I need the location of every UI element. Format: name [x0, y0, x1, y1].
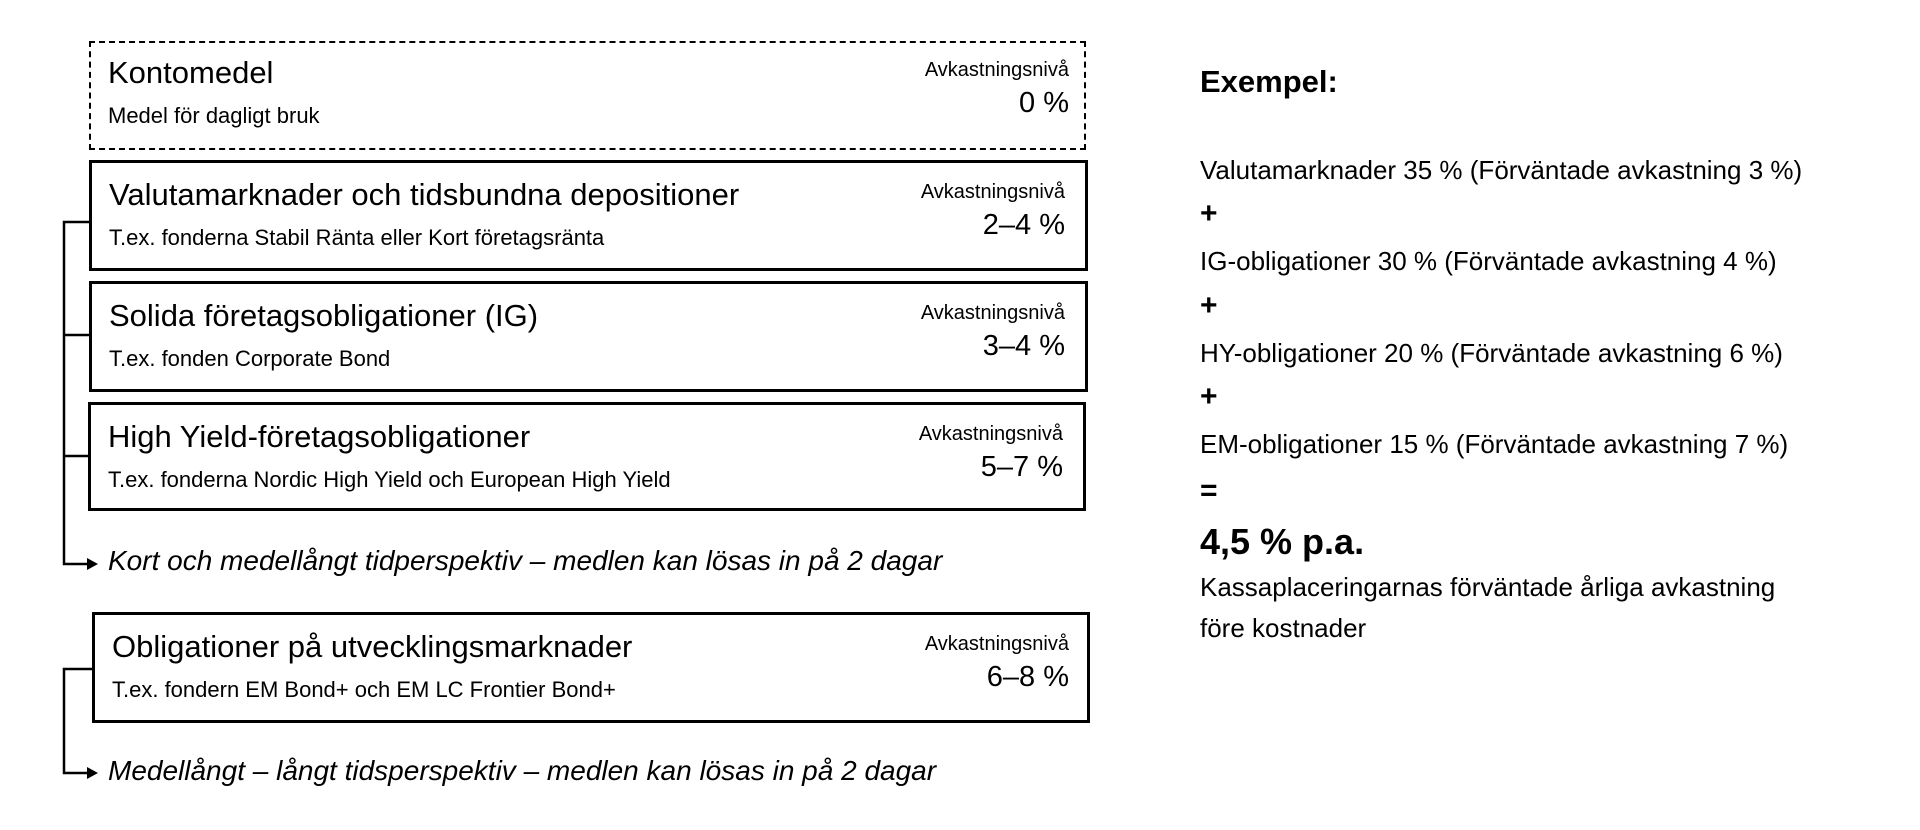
- arrow-head-short-medium: [87, 558, 98, 570]
- plus-sign: +: [1200, 197, 1218, 230]
- category-title: Kontomedel: [108, 55, 274, 90]
- example-line-fx: Valutamarknader 35 % (Förväntade avkastning 3 %): [1200, 155, 1803, 185]
- return-level-value: 5–7 %: [980, 451, 1063, 483]
- category-subtitle: T.ex. fondern EM Bond+ och EM LC Frontier Bond+: [112, 677, 616, 702]
- example-line-hy: HY-obligationer 20 % (Förväntade avkastning 6 %): [1200, 338, 1783, 368]
- bracket-line-medium-long: [64, 669, 92, 773]
- category-subtitle: T.ex. fonden Corporate Bond: [109, 346, 391, 371]
- category-title: High Yield-företagsobligationer: [108, 419, 531, 454]
- category-title: Solida företagsobligationer (IG): [109, 298, 539, 333]
- return-level-value: 0 %: [1019, 87, 1069, 119]
- example-result: 4,5 % p.a.: [1200, 521, 1365, 562]
- return-level-label: Avkastningsnivå: [920, 302, 1065, 324]
- category-subtitle: T.ex. fonderna Nordic High Yield och European High Yield: [108, 467, 671, 492]
- return-level-label: Avkastningsnivå: [918, 423, 1063, 445]
- example-line-ig: IG-obligationer 30 % (Förväntade avkastning 4 %): [1200, 246, 1777, 276]
- return-level-label: Avkastningsnivå: [924, 633, 1069, 655]
- category-title: Valutamarknader och tidsbundna depositioner: [109, 177, 740, 212]
- example-result-description-line2: före kostnader: [1200, 613, 1367, 643]
- plus-sign: +: [1200, 289, 1218, 322]
- return-level-value: 6–8 %: [986, 661, 1069, 693]
- return-level-label: Avkastningsnivå: [920, 181, 1065, 203]
- category-subtitle: T.ex. fonderna Stabil Ränta eller Kort företagsränta: [109, 225, 605, 250]
- equals-sign: =: [1200, 474, 1218, 507]
- return-level-value: 2–4 %: [982, 209, 1065, 241]
- example-line-em: EM-obligationer 15 % (Förväntade avkastning 7 %): [1200, 429, 1789, 459]
- bracket-line-short-medium: [64, 222, 90, 564]
- category-title: Obligationer på utvecklingsmarknader: [112, 629, 633, 664]
- arrow-head-medium-long: [87, 767, 98, 779]
- category-subtitle: Medel för dagligt bruk: [108, 103, 320, 128]
- return-level-value: 3–4 %: [982, 330, 1065, 362]
- return-level-label: Avkastningsnivå: [924, 59, 1069, 81]
- example-heading: Exempel:: [1200, 64, 1338, 99]
- note-medium-long-horizon: Medellångt – långt tidsperspektiv – medlen kan lösas in på 2 dagar: [108, 755, 937, 786]
- example-result-description-line1: Kassaplaceringarnas förväntade årliga avkastning: [1200, 572, 1776, 602]
- plus-sign: +: [1200, 380, 1218, 413]
- note-short-medium-horizon: Kort och medellångt tidperspektiv – medlen kan lösas in på 2 dagar: [108, 545, 943, 576]
